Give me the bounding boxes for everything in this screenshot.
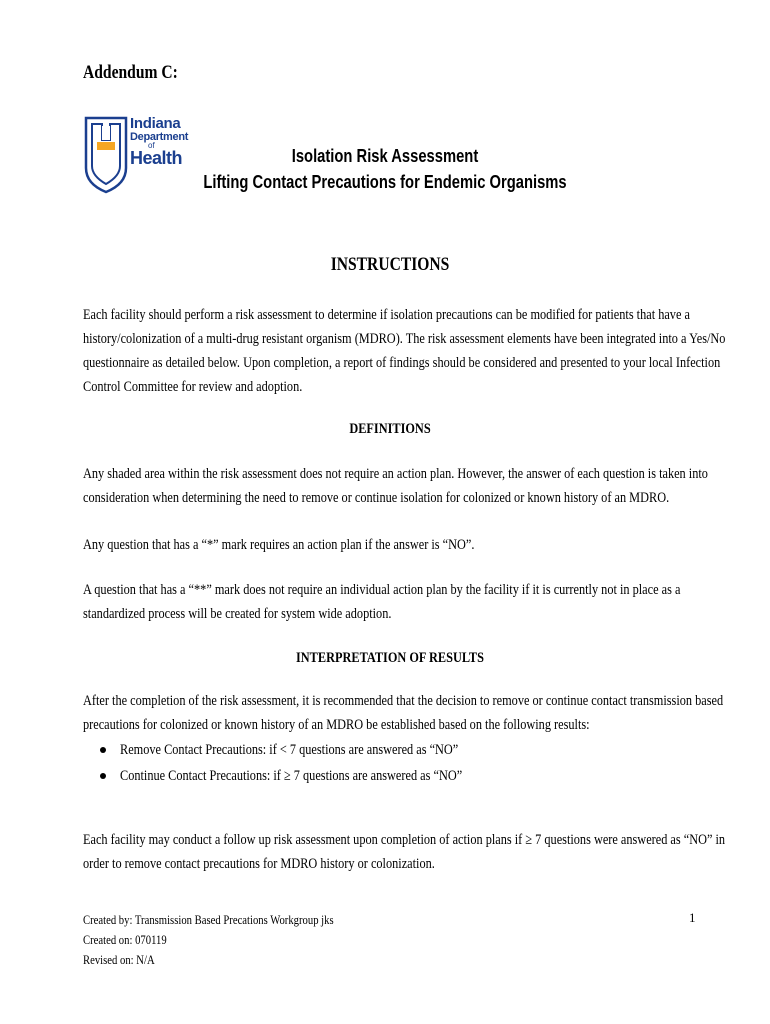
paragraph-line: precautions for colonized or known history of an MDRO be established based on the following results: xyxy=(83,717,590,733)
paragraph-line: Any shaded area within the risk assessment does not require an action plan. However, the answer of each question is taken into xyxy=(83,466,708,482)
paragraph-line: questionnaire as detailed below. Upon completion, a report of findings should be considered and presented to your local Infection xyxy=(83,355,721,371)
list-item xyxy=(100,763,537,789)
footer-created-by: Created by: Transmission Based Precations Workgroup jks xyxy=(83,912,334,927)
definitions-paragraph-double-star xyxy=(83,578,690,626)
interpretation-paragraph xyxy=(83,689,724,737)
page-number: 1 xyxy=(689,910,696,925)
paragraph-line: After the completion of the risk assessment, it is recommended that the decision to remove or continue contact transmission based xyxy=(83,693,724,709)
definitions-paragraph-shaded xyxy=(83,462,708,510)
logo-line-of: of xyxy=(148,141,155,150)
paragraph-line: Any question that has a “*” mark requires an action plan if the answer is “NO”. xyxy=(83,537,475,553)
footer-revised-on: Revised on: N/A xyxy=(83,952,155,967)
interpretation-heading: INTERPRETATION OF RESULTS xyxy=(296,650,484,666)
definitions-paragraph-single-star xyxy=(83,533,690,557)
document-footer xyxy=(83,910,334,970)
paragraph-line: history/colonization of a multi-drug resistant organism (MDRO). The risk assessment elements have been integrated into a Yes/No xyxy=(83,331,726,347)
logo-line-indiana: Indiana xyxy=(130,115,181,132)
paragraph-line: Each facility should perform a risk assessment to determine if isolation precautions can be modified for patients that have a xyxy=(83,307,690,323)
paragraph-line: order to remove contact precautions for MDRO history or colonization. xyxy=(83,856,435,872)
bullet-icon xyxy=(100,747,106,753)
bullet-icon xyxy=(100,773,106,779)
paragraph-line: standardized process will be created for system wide adoption. xyxy=(83,606,392,622)
document-subtitle: Lifting Contact Precautions for Endemic Organisms xyxy=(203,172,567,192)
paragraph-line: A question that has a “**” mark does not require an individual action plan by the facility if it is currently not in place as a xyxy=(83,582,681,598)
document-title: Isolation Risk Assessment xyxy=(291,146,479,166)
instructions-heading: INSTRUCTIONS xyxy=(330,254,450,275)
footer-created-on: Created on: 070119 xyxy=(83,932,167,947)
followup-paragraph xyxy=(83,828,726,876)
paragraph-line: Each facility may conduct a follow up risk assessment upon completion of action plans if ≥ 7 questions were answered as “NO” in xyxy=(83,832,726,848)
bullet-text: Continue Contact Precautions: if ≥ 7 questions are answered as “NO” xyxy=(120,768,463,784)
addendum-label: Addendum C: xyxy=(83,62,178,83)
definitions-heading: DEFINITIONS xyxy=(349,421,431,437)
paragraph-line: Control Committee for review and adoption. xyxy=(83,379,303,395)
list-item xyxy=(100,737,537,763)
logo-line-department: Department xyxy=(130,131,189,143)
interpretation-bullet-list xyxy=(100,737,537,789)
bullet-text: Remove Contact Precautions: if < 7 questions are answered as “NO” xyxy=(120,742,459,758)
logo-line-health: Health xyxy=(130,148,183,168)
instructions-paragraph xyxy=(83,303,726,399)
paragraph-line: consideration when determining the need to remove or continue isolation for colonized or known history of an MDRO. xyxy=(83,490,670,506)
